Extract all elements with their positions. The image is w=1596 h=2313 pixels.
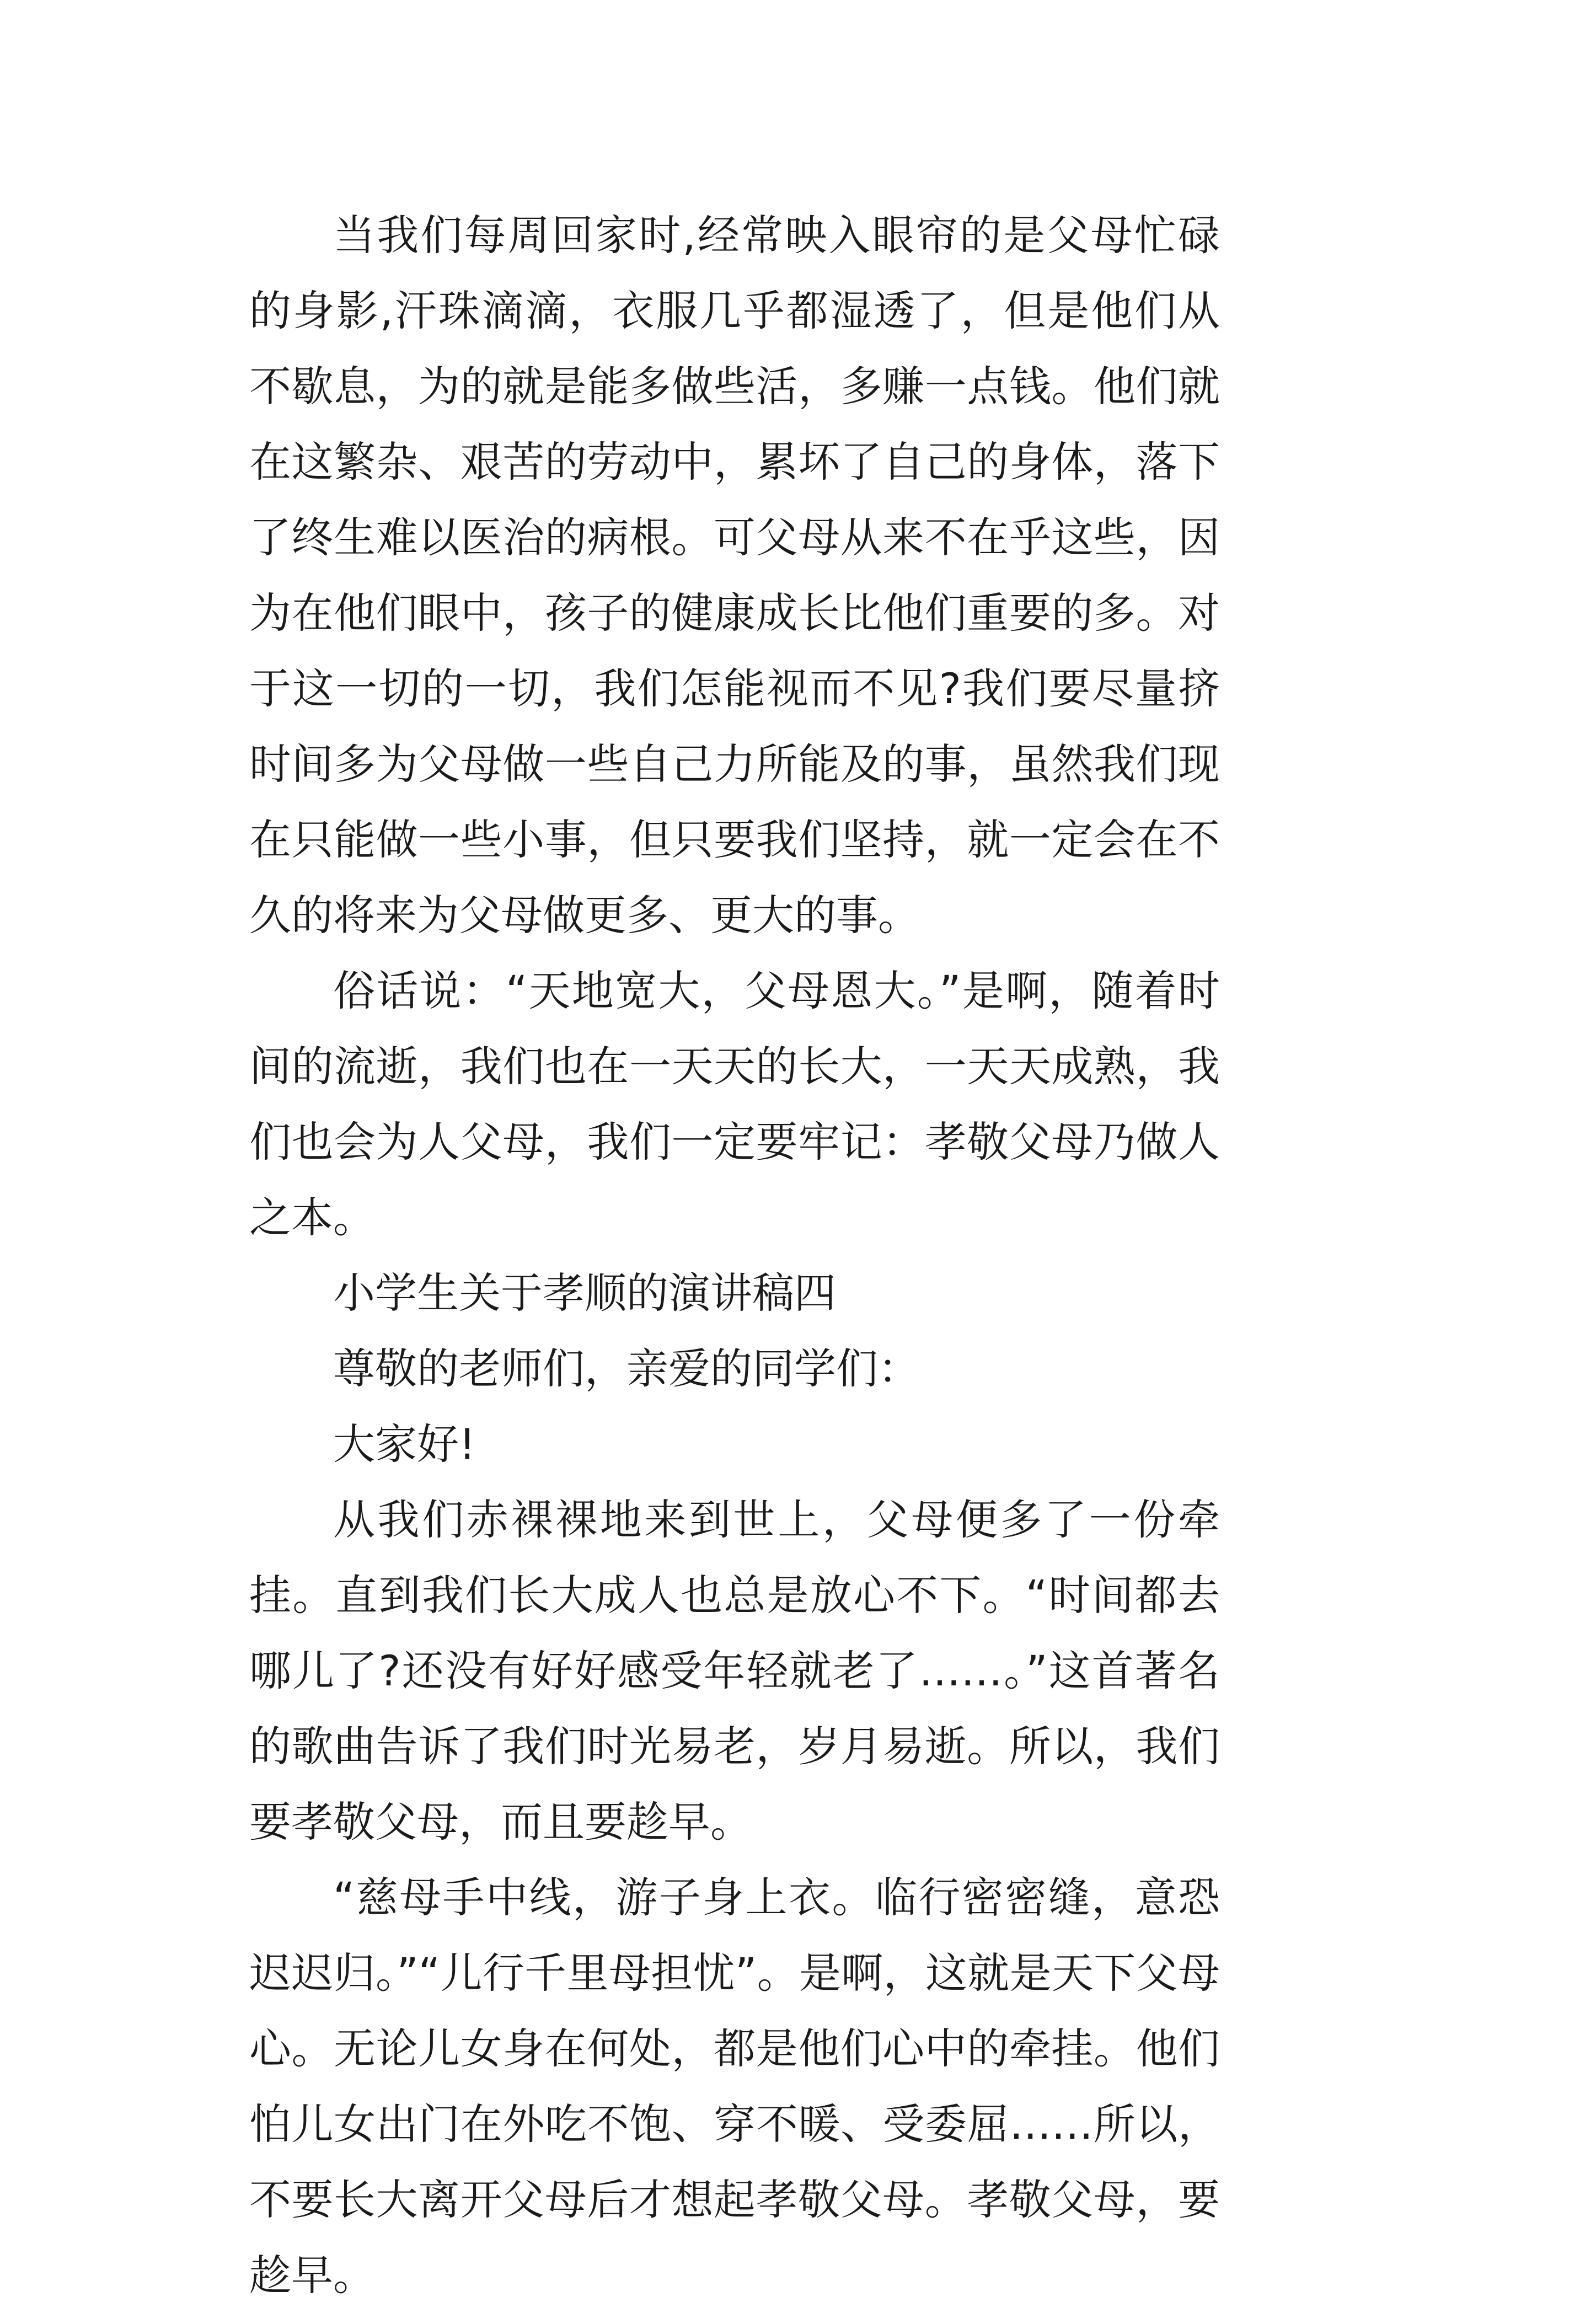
paragraph-2: 俗话说：“天地宽大，父母恩大。”是啊，随着时间的流逝，我们也在一天天的长大，一天天成熟，我们也会为人父母，我们一定要牢记：孝敬父母乃做人之本。 xyxy=(249,966,1220,1242)
salutation: 尊敬的老师们，亲爱的同学们： xyxy=(333,1344,920,1393)
section-heading: 小学生关于孝顺的演讲稿四 xyxy=(333,1268,836,1318)
paragraph-4: “慈母手中线，游子身上衣。临行密密缝，意恐迟迟归。”“儿行千里母担忧”。是啊，这就是天下父母心。无论儿女身在何处，都是他们心中的牵挂。他们怕儿女出门在外吃不饱、穿不暖、受委屈……所以，不要长大离开父母后才想起孝敬父母。孝敬父母，要趁早。 xyxy=(249,1873,1220,2300)
greeting: 大家好! xyxy=(333,1420,476,1469)
paragraph-1: 当我们每周回家时,经常映入眼帘的是父母忙碌的身影,汗珠滴滴，衣服几乎都湿透了，但是他们从不歇息，为的就是能多做些活，多赚一点钱。他们就在这繁杂、艰苦的劳动中，累坏了自己的身体，落下了终生难以医治的病根。可父母从来不在乎这些，因为在他们眼中，孩子的健康成长比他们重要的多。对于这一切的一切，我们怎能视而不见?我们要尽量挤时间多为父母做一些自己力所能及的事，虽然我们现在只能做一些小事，但只要我们坚持，就一定会在不久的将来为父母做更多、更大的事。 xyxy=(249,211,1220,940)
document-body xyxy=(249,197,1220,2313)
paragraph-3: 从我们赤裸裸地来到世上，父母便多了一份牵挂。直到我们长大成人也总是放心不下。“时间都去哪儿了?还没有好好感受年轻就老了……。”这首著名的歌曲告诉了我们时光易老，岁月易逝。所以，我们要孝敬父母，而且要趁早。 xyxy=(249,1495,1220,1846)
